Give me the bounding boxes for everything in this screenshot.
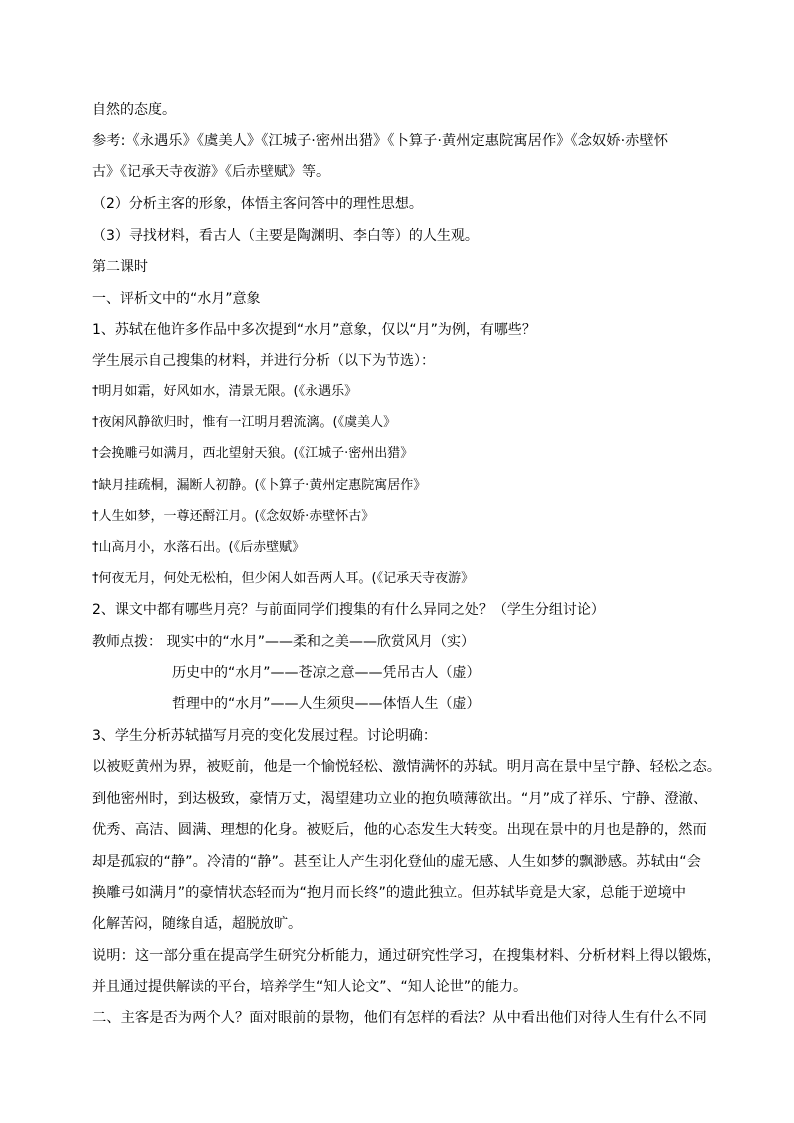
- text-line: 换雕弓如满月”的豪情状态轻而为“抱月而长终”的遗此独立。但苏轼毕竟是大家，总能于逆境中: [92, 885, 687, 901]
- text-line: 到他密州时，到达极致，豪情万丈，渴望建功立业的抱负喷薄欲出。“月”成了祥乐、宁静、澄澈、: [92, 791, 708, 807]
- text-line: （2）分析主客的形象，体悟主客问答中的理性思想。: [92, 196, 423, 212]
- quote-item: †缺月挂疏桐，漏断人初静。(《卜算子·黄州定惠院寓居作》: [92, 478, 427, 493]
- text-line: 以被贬黄州为界，被贬前，他是一个愉悦轻松、激情满怀的苏轼。明月高在景中呈宁静、轻松之态。: [92, 759, 722, 775]
- text-line: 2、课文中都有哪些月亮？与前面同学们搜集的有什么异同之处？（学生分组讨论）: [92, 602, 605, 618]
- section-heading: 二、主客是否为两个人？面对眼前的景物，他们有怎样的看法？从中看出他们对待人生有什么不同: [92, 1010, 707, 1026]
- quote-item: †夜闲风静欲归时，惟有一江明月碧流漓。(《虞美人》: [92, 415, 397, 430]
- text-line: 化解苦闷，随缘自适，超脱放旷。: [92, 916, 302, 932]
- text-line: 并且通过提供解读的平台，培养学生“知人论文”、“知人论世”的能力。: [92, 979, 528, 995]
- text-line: 教师点拨： 现实中的“水月”——柔和之美——欣赏风月（实）: [92, 634, 475, 650]
- text-line: （3）寻找材料，看古人（主要是陶渊明、李白等）的人生观。: [92, 228, 479, 244]
- quote-item: †人生如梦，一尊还酹江月。(《念奴娇·赤壁怀古》: [92, 509, 375, 524]
- text-line: 优秀、高洁、圆满、理想的化身。被贬后，他的心态发生大转变。出现在景中的月也是静的，然而: [92, 822, 707, 838]
- text-line: 古》《记承天寺夜游》《后赤壁赋》等。: [92, 164, 330, 180]
- quote-item: †何夜无月，何处无松柏，但少闲人如吾两人耳。(《记承天寺夜游》: [92, 571, 475, 586]
- text-line: 1、苏轼在他许多作品中多次提到“水月”意象，仅以“月”为例，有哪些？: [92, 322, 536, 338]
- quote-item: †山高月小，水落石出。(《后赤壁赋》: [92, 540, 306, 555]
- text-line: 历史中的“水月”——苍凉之意——凭吊古人（虚）: [172, 665, 481, 681]
- text-line: 参考:《永遇乐》《虞美人》《江城子·密州出猎》《卜算子·黄州定惠院寓居作》《念奴娇·赤壁怀: [92, 133, 669, 149]
- text-line: 却是孤寂的“静”。冷清的“静”。甚至让人产生羽化登仙的虚无感、人生如梦的飘渺感。苏轼由“会: [92, 854, 701, 870]
- quote-item: †会挽雕弓如满月，西北望射天狼。(《江城子·密州出猎》: [92, 446, 414, 461]
- text-line: 自然的态度。: [92, 102, 176, 118]
- section-heading: 第二课时: [92, 259, 148, 275]
- quote-item: †明月如霜，好风如水，清景无限。(《永遇乐》: [92, 384, 358, 399]
- text-line: 3、学生分析苏轼描写月亮的变化发展过程。讨论明确：: [92, 728, 437, 744]
- text-line: 说明：这一部分重在提高学生研究分析能力，通过研究性学习，在搜集材料、分析材料上得以锻炼，: [92, 948, 722, 964]
- text-line: 学生展示自己搜集的材料，并进行分析（以下为节选）：: [92, 353, 435, 369]
- text-line: 哲理中的“水月”——人生须臾——体悟人生（虚）: [172, 696, 481, 712]
- section-heading: 一、评析文中的“水月”意象: [92, 291, 261, 307]
